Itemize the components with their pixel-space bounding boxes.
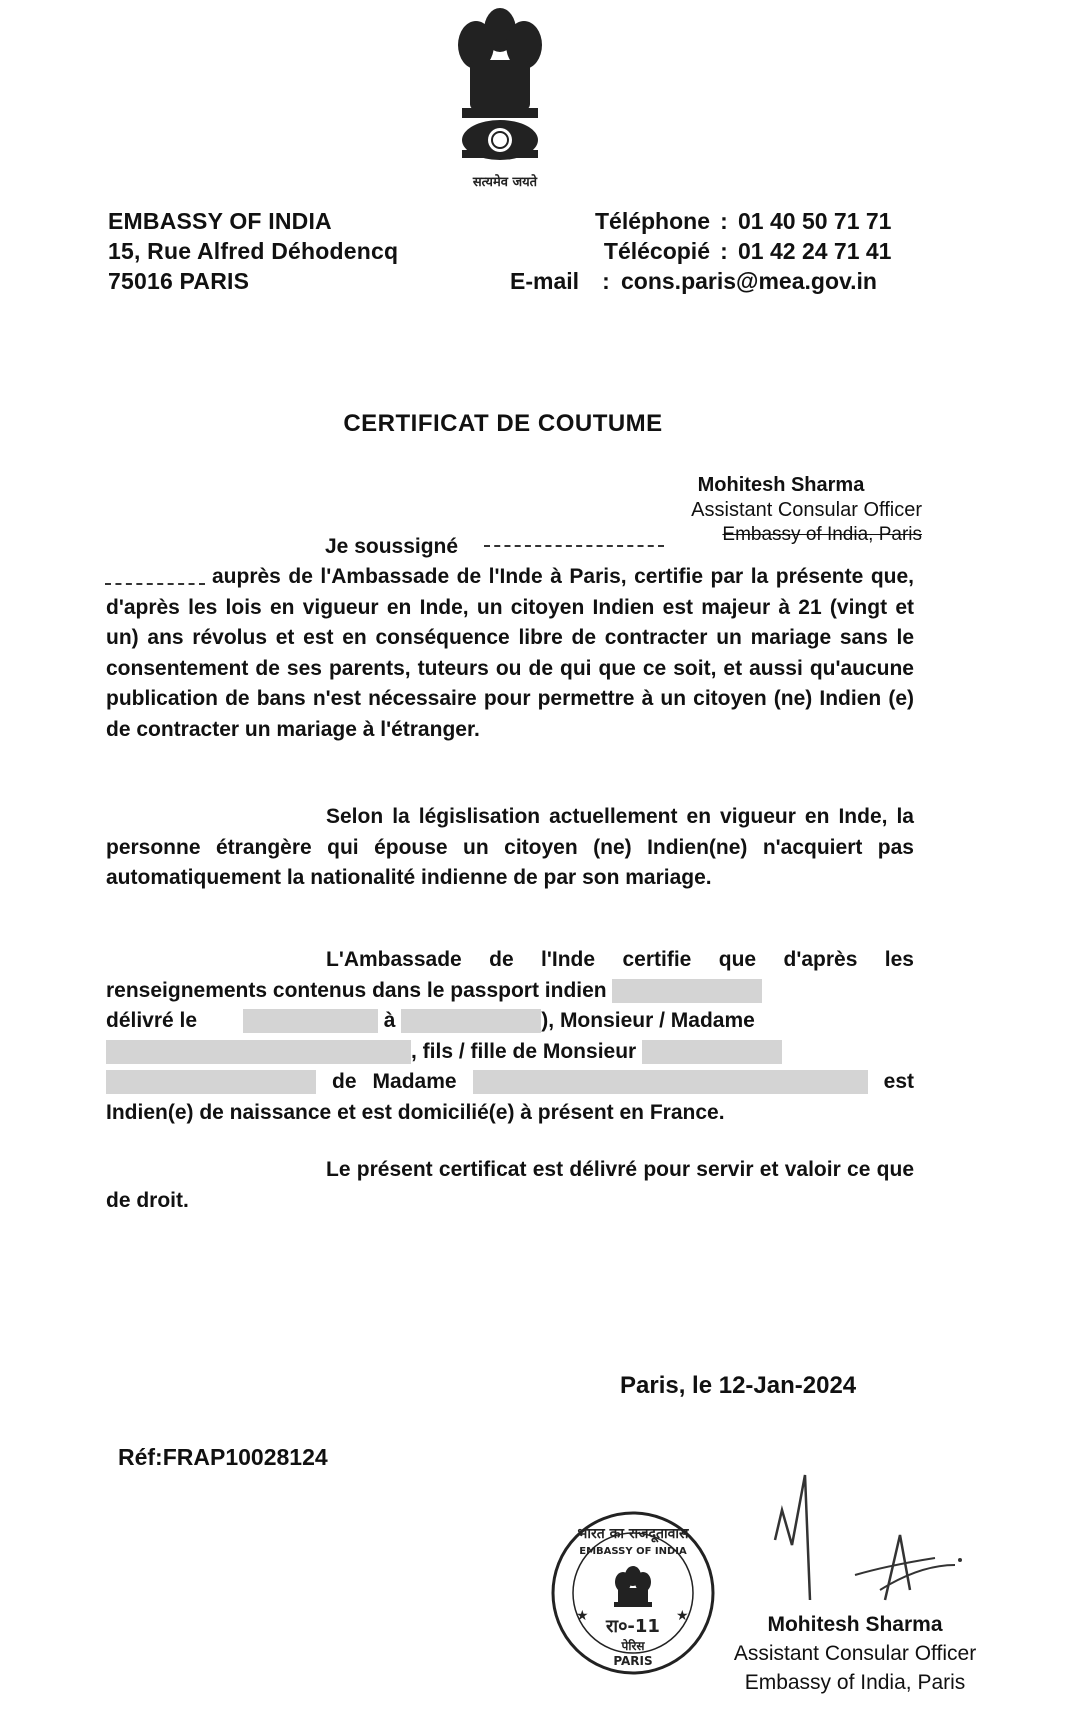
embassy-street: 15, Rue Alfred Déhodencq (108, 238, 399, 264)
paragraph-2: Selon la législisation actuellement en vigueur en Inde, la personne étrangère qui épouse un citoyen (ne) Indien(ne) n'acquiert pas automatiquement la nationalité indienne de par son mariage. (106, 805, 914, 889)
stamp-code: रा०-11 (606, 1616, 660, 1637)
embassy-address (108, 206, 398, 296)
inline-signatory (640, 474, 922, 546)
signatory-name: Mohitesh Sharma (767, 1613, 943, 1636)
phone-label: Téléphone (594, 208, 710, 234)
redacted-father (642, 1040, 782, 1064)
emblem-motto: सत्यमेव जयते (472, 175, 538, 190)
redacted-name (106, 1040, 411, 1064)
reference-number: Réf:FRAP10028124 (118, 1444, 328, 1470)
redacted-date (243, 1009, 378, 1033)
embassy-stamp (548, 1508, 718, 1678)
stamp-city-hindi: पेरिस (621, 1639, 645, 1653)
email-value: cons.paris@mea.gov.in (621, 268, 877, 294)
inline-signatory-name: Mohitesh Sharma (697, 474, 865, 496)
signature-block (720, 1610, 990, 1697)
stamp-star: ★ (676, 1607, 689, 1623)
redacted-father-surname (106, 1070, 316, 1094)
p3-part-a: L'Ambassade de l'Inde certifie que d'après les renseignements contenus dans le passport indien (106, 948, 914, 1002)
paragraph-1: auprès de l'Ambassade de l'Inde à Paris, certifie par la présente que, d'après les lois en vigueur en Inde, un citoyen Indien est majeur à 21 (vingt et un) ans révolus et est en conséquence libre de contracter un mariage sans le consentement de ses parents, tuteurs ou de qui que ce soit, et aussi qu'aucune publication de bans n'est nécessaire pour permettre à un citoyen (ne) Indien (e) de contracter un mariage à l'étranger. (106, 565, 914, 741)
intro-text: Je soussigné (325, 535, 459, 558)
dash-line (484, 545, 664, 547)
redacted-mother (473, 1070, 868, 1094)
phone-sep: : (720, 208, 728, 234)
redacted-place (401, 1009, 541, 1033)
stamp-top-text: भारत का राजदूतावास (577, 1526, 689, 1542)
redacted-passport (612, 979, 762, 1003)
stamp-mid-text: EMBASSY OF INDIA (579, 1546, 687, 1557)
p3-part-e: , fils / fille de Monsieur (411, 1039, 637, 1063)
ashoka-lion-capital-icon (440, 0, 560, 200)
document-title: CERTIFICAT DE COUTUME (343, 410, 663, 437)
p3-part-d: ), Monsieur / Madame (541, 1009, 755, 1032)
fax-sep: : (720, 238, 728, 264)
stamp-city: PARIS (613, 1654, 653, 1668)
embassy-city: 75016 PARIS (108, 268, 250, 294)
p3-part-c: à (383, 1009, 396, 1032)
p3-part-f: de Madame (332, 1070, 457, 1093)
paragraph-4: Le présent certificat est délivré pour servir et valoir ce que de droit. (106, 1158, 914, 1212)
email-label: E-mail (510, 268, 580, 294)
paragraph-3 (106, 945, 914, 1128)
inline-signatory-role: Assistant Consular Officer (691, 499, 922, 521)
p3-part-b: délivré le (106, 1009, 198, 1032)
phone-row (500, 206, 891, 236)
handwritten-signature (770, 1470, 970, 1620)
email-sep: : (602, 268, 610, 294)
issue-date: Paris, le 12-Jan-2024 (620, 1372, 857, 1399)
phone-value: 01 40 50 71 71 (738, 208, 892, 234)
fax-value: 01 42 24 71 41 (738, 238, 892, 264)
embassy-contact (500, 206, 891, 296)
p3-part-g: est Indien(e) de naissance et est domicilié(e) à présent en France. (106, 1070, 915, 1124)
signatory-org: Embassy of India, Paris (744, 1671, 966, 1694)
stamp-star: ★ (576, 1607, 589, 1623)
embassy-name: EMBASSY OF INDIA (108, 208, 332, 234)
email-row (500, 266, 891, 296)
fax-label: Télécopié (603, 238, 710, 264)
fax-row (500, 236, 891, 266)
inline-signatory-org: Embassy of India, Paris (722, 524, 922, 545)
signatory-role: Assistant Consular Officer (733, 1642, 977, 1665)
